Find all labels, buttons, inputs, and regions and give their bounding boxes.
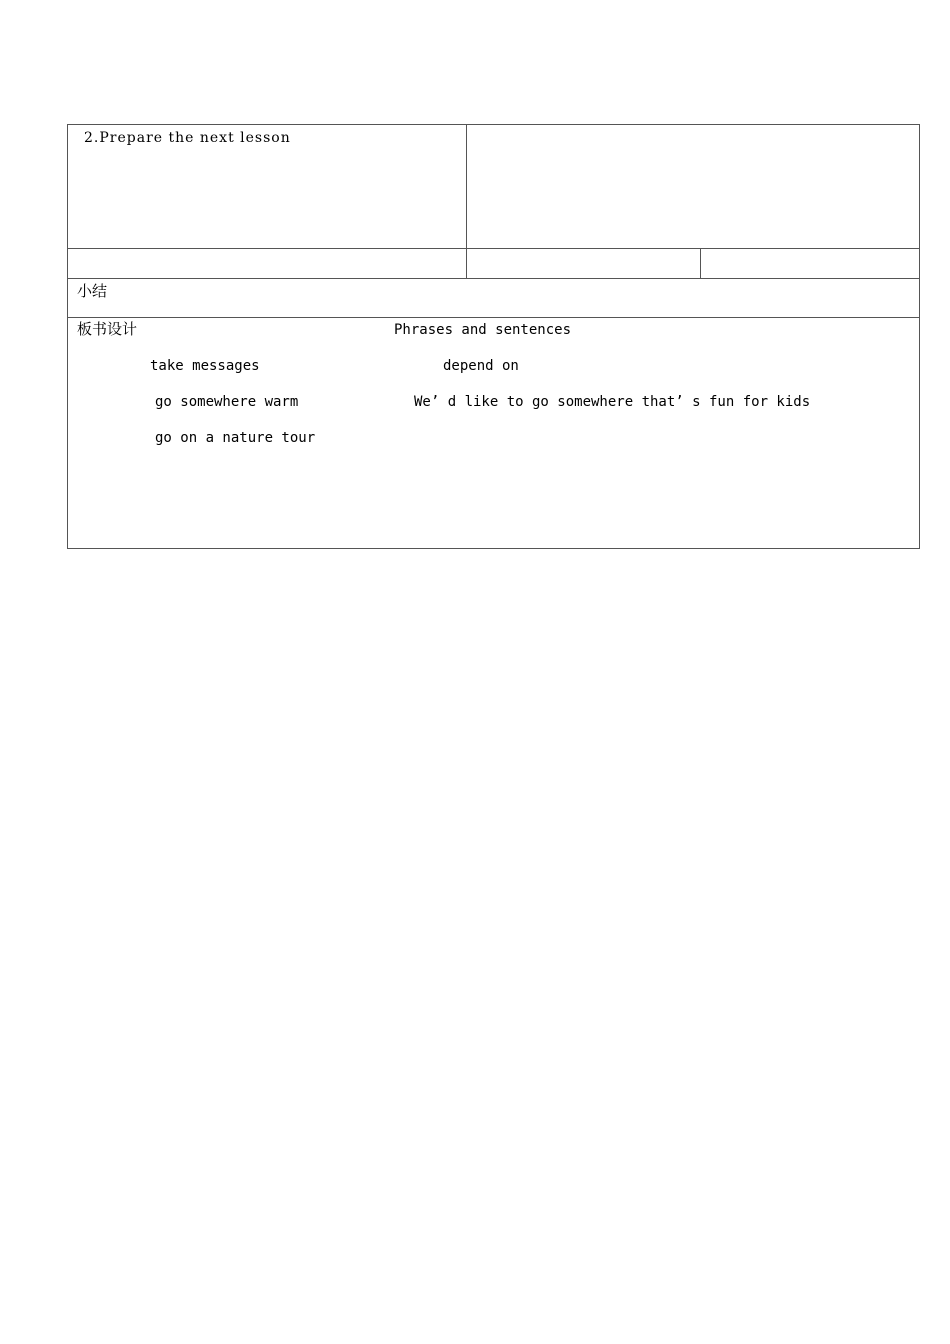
table-border-row3-bottom (67, 317, 920, 318)
sentence-item: We’ d like to go somewhere that’ s fun for kids (414, 394, 811, 410)
table-border-row1-bottom (67, 248, 920, 249)
table-border-row2-bottom (67, 278, 920, 279)
phrase-item: take messages (150, 358, 260, 374)
table-divider-col2 (700, 248, 701, 279)
phrase-item: go somewhere warm (155, 394, 299, 410)
board-design-label: 板书设计 (77, 320, 138, 338)
table-divider-col1 (466, 124, 467, 279)
table-border-right (919, 124, 920, 549)
phrases-heading: Phrases and sentences (394, 322, 572, 338)
table-border-left (67, 124, 68, 549)
phrase-item: go on a nature tour (155, 430, 316, 446)
table-border-top (67, 124, 920, 125)
prepare-next-lesson-text: 2.Prepare the next lesson (84, 130, 291, 146)
table-border-bottom (67, 548, 920, 549)
summary-label: 小结 (77, 282, 108, 300)
sentence-item: depend on (443, 358, 519, 374)
